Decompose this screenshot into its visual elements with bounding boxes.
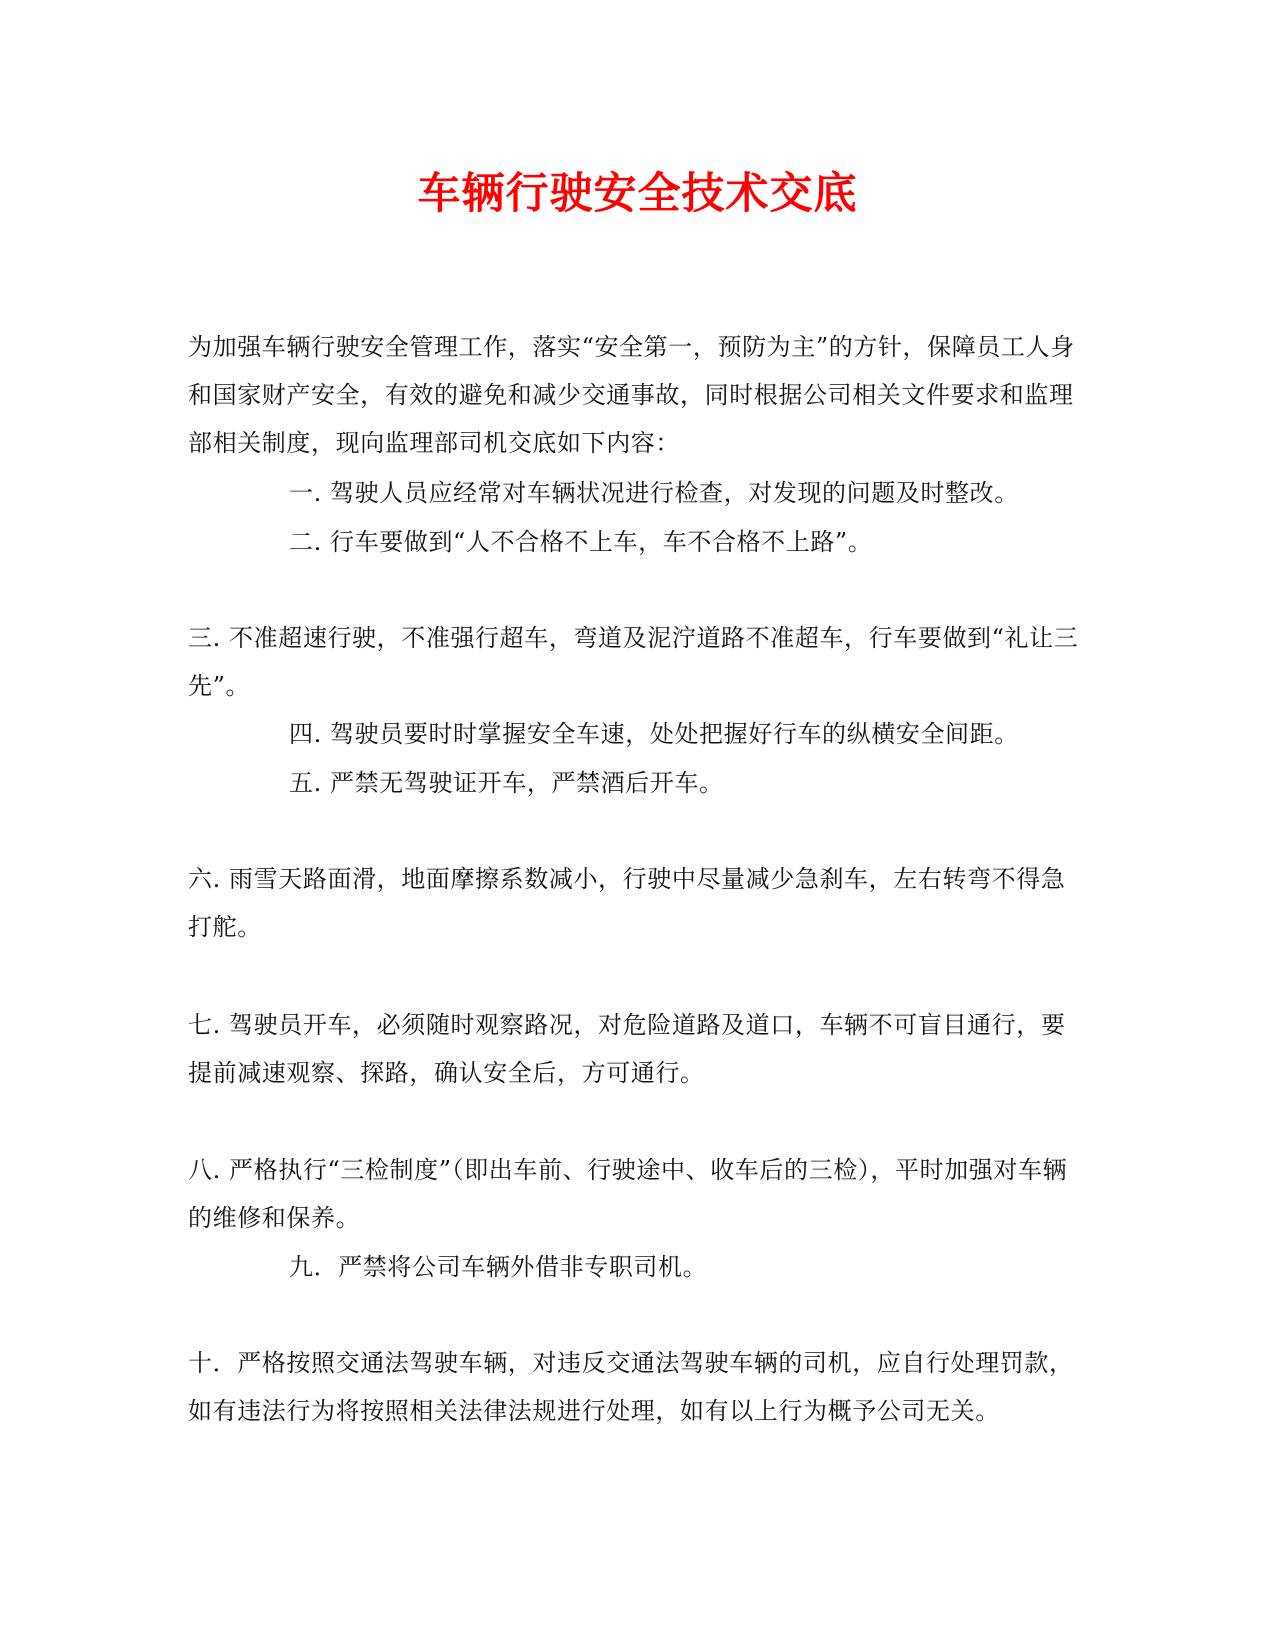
rule-item-4: 四. 驾驶员要时时掌握安全车速，处处把握好行车的纵横安全间距。 bbox=[289, 720, 1019, 748]
rule-item-1: 一. 驾驶人员应经常对车辆状况进行检查，对发现的问题及时整改。 bbox=[289, 479, 1019, 507]
document-title: 车辆行驶安全技术交底 bbox=[417, 169, 858, 219]
rule-item-9: 九．严禁将公司车辆外借非专职司机。 bbox=[289, 1253, 708, 1281]
intro-paragraph: 为加强车辆行驶安全管理工作，落实“安全第一，预防为主”的方针，保障员工人身和国家财产安全，有效的避免和减少交通事故，同时根据公司相关文件要求和监理部相关制度，现向监理部司机交底如下内容： bbox=[188, 333, 1075, 457]
rule-item-2: 二. 行车要做到“人不合格不上车，车不合格不上路”。 bbox=[289, 528, 873, 556]
rule-item-5: 五. 严禁无驾驶证开车，严禁酒后开车。 bbox=[289, 769, 724, 797]
rule-item-7: 七. 驾驶员开车，必须随时观察路况，对危险道路及道口，车辆不可盲目通行，要提前减速观察、探路，确认安全后，方可通行。 bbox=[188, 1011, 1066, 1087]
rule-item-8: 八. 严格执行“三检制度”（即出车前、行驶途中、收车后的三检），平时加强对车辆的维修和保养。 bbox=[188, 1156, 1068, 1232]
rule-item-10: 十．严格按照交通法驾驶车辆，对违反交通法驾驶车辆的司机，应自行处理罚款，如有违法行为将按照相关法律法规进行处理，如有以上行为概予公司无关。 bbox=[188, 1349, 1074, 1425]
rule-item-6: 六. 雨雪天路面滑，地面摩擦系数减小，行驶中尽量减少急刹车，左右转弯不得急打舵。 bbox=[188, 865, 1066, 941]
rule-item-3: 三. 不准超速行驶，不准强行超车，弯道及泥泞道路不准超车，行车要做到“礼让三先”。 bbox=[188, 624, 1079, 700]
